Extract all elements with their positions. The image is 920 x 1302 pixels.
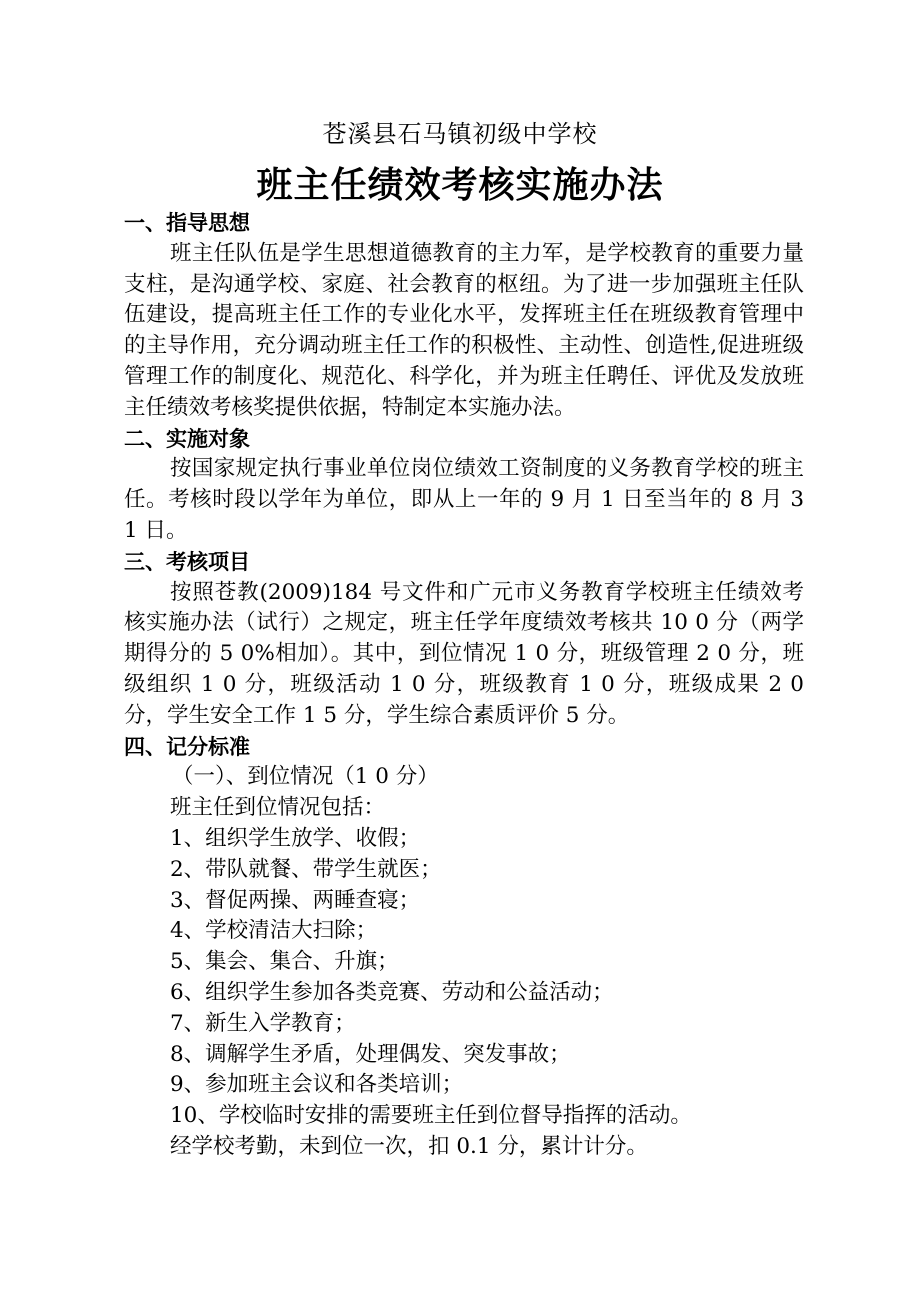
paragraph-guiding-ideology: 班主任队伍是学生思想道德教育的主力军，是学校教育的重要力量支柱，是沟通学校、家庭、社会教育的枢纽。为了进一步加强班主任队伍建设，提高班主任工作的专业化水平，发挥班主任在班级教育管理中的主导作用，充分调动班主任工作的积极性、主动性、创造性,促进班级管理工作的制度化、规范化、科学化，并为班主任聘任、评优及发放班主任绩效考核奖提供依据，特制定本实施办法。: [124, 240, 804, 420]
attendance-intro: 班主任到位情况包括：: [170, 795, 386, 821]
attendance-rule: 经学校考勤，未到位一次，扣 0.1 分，累计计分。: [170, 1133, 648, 1159]
sub-heading-attendance: （一）、到位情况（1 0 分）: [172, 764, 439, 790]
section-heading-assessment-items: 三、考核项目: [124, 549, 250, 574]
paragraph-assessment-items: 按照苍教(2009)184 号文件和广元市义务教育学校班主任绩效考核实施办法（试行）之规定，班主任学年度绩效考核共 10 0 分（两学期得分的 5 0%相加）。其中，到位情况 1 0 分，班级管理 2 0 分，班级组织 1 0 分，班级活动 1 0 分，班级教育 1 0 分，班级成果 2 0 分，学生安全工作 1 5 分，学生综合素质评价 5 分。: [124, 579, 804, 728]
list-item: 7、新生入学教育；: [170, 1010, 356, 1036]
list-item: 2、带队就餐、带学生就医；: [170, 856, 442, 882]
list-item: 5、集会、集合、升旗；: [170, 949, 399, 975]
document-body: [124, 208, 804, 1163]
list-item: 4、学校清洁大扫除；: [170, 918, 378, 944]
section-heading-target: 二、实施对象: [124, 426, 250, 451]
list-item: 1、组织学生放学、收假；: [170, 825, 421, 851]
list-item: 10、学校临时安排的需要班主任到位督导指挥的活动。: [170, 1103, 692, 1129]
paragraph-target: 按国家规定执行事业单位岗位绩效工资制度的义务教育学校的班主任。考核时段以学年为单位，即从上一年的 9 月 1 日至当年的 8 月 3 1 日。: [124, 456, 804, 543]
section-heading-scoring-standard: 四、记分标准: [124, 734, 250, 759]
school-name: 苍溪县石马镇初级中学校: [322, 120, 598, 148]
list-item: 9、参加班主会议和各类培训；: [170, 1072, 464, 1098]
list-item: 3、督促两操、两睡查寝；: [170, 887, 421, 913]
document-title: 班主任绩效考核实施办法: [256, 165, 664, 206]
section-heading-guiding-ideology: 一、指导思想: [124, 211, 250, 235]
list-item: 6、组织学生参加各类竞赛、劳动和公益活动；: [170, 979, 614, 1005]
list-item: 8、调解学生矛盾，处理偶发、突发事故；: [170, 1041, 571, 1067]
